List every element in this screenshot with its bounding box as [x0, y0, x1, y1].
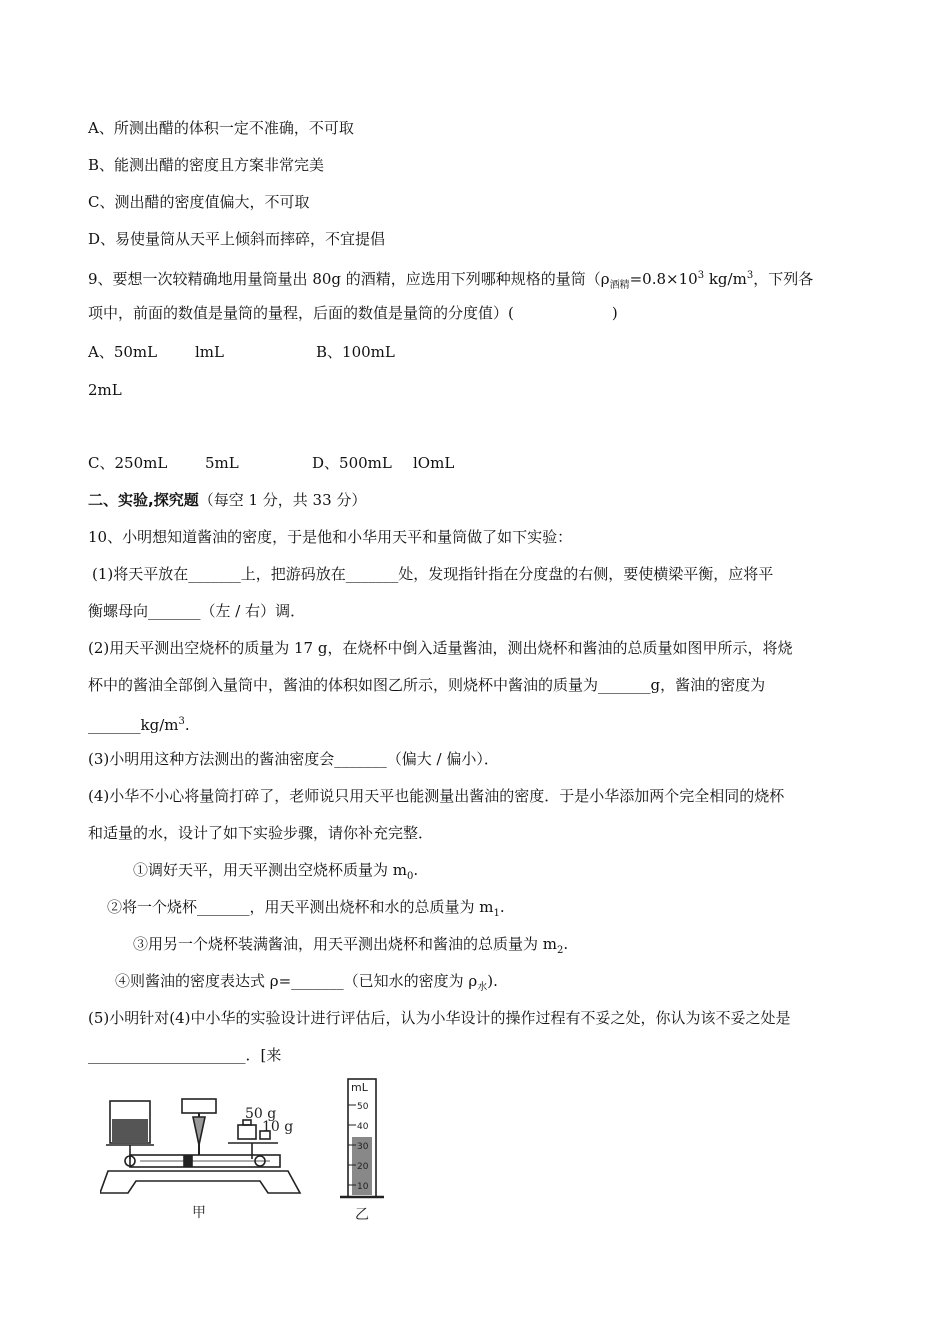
weight-label-10: 10 g [262, 1119, 294, 1135]
option-8d: D、易使量筒从天平上倾斜而摔碎，不宜提倡 [88, 230, 386, 248]
q10-part2-line2: 杯中的酱油全部倒入量筒中，酱油的体积如图乙所示，则烧杯中酱油的质量为_______g，酱油的密度为 [88, 676, 766, 694]
rider [184, 1156, 192, 1166]
figure-drawing [100, 1075, 410, 1225]
measuring-cylinder [340, 1079, 384, 1197]
q10-part4-line2: 和适量的水，设计了如下实验步骤，请你补充完整． [88, 824, 434, 842]
cylinder-tick-label: 30 [357, 1142, 369, 1152]
cylinder-tick-label: 50 [357, 1102, 369, 1112]
q9-option-a: A、50mL [88, 343, 158, 361]
q10-step1: ①调好天平，用天平测出空烧杯质量为 $m_0$. [133, 861, 419, 882]
option-8c: C、测出醋的密度值偏大，不可取 [88, 193, 310, 211]
q9-line2: 项中，前面的数值是量筒的量程，后面的数值是量筒的分度值）( ) [88, 304, 618, 322]
q9-option-b: B、100mL [316, 343, 395, 361]
q10-part2-line1: (2)用天平测出空烧杯的质量为 17 g，在烧杯中倒入适量酱油，测出烧杯和酱油的总质量如图甲所示，将烧 [88, 639, 793, 657]
q10-step3: ③用另一个烧杯装满酱油，用天平测出烧杯和酱油的总质量为 $m_2$. [133, 935, 569, 956]
q9-option-a-division: lmL [195, 343, 224, 361]
q10-part2-line3: $\_\_\_\_\_\_\_kg/m^3$. [88, 716, 190, 734]
option-8a: A、所测出醋的体积一定不准确，不可取 [88, 119, 354, 137]
q9-line1: 9、要想一次较精确地用量筒量出 80g 的酒精，应选用下列哪种规格的量筒（$\rho_{酒精}=0.8\times 10^3$ $kg/m^3$，下列各 [88, 270, 814, 291]
cylinder-tick-label: 20 [357, 1162, 369, 1172]
q10-part5-line2: _____________________．[来 [88, 1046, 282, 1064]
q9-option-d: D、500mL [312, 454, 392, 472]
q10-step2: ②将一个烧杯_______，用天平测出烧杯和水的总质量为 $m_1$. [107, 898, 505, 919]
q10-part1-line2: 衡螺母向_______（左 / 右）调． [88, 602, 306, 620]
liquid-fill [112, 1119, 148, 1143]
q9-option-b-division: 2mL [88, 381, 122, 399]
q10-intro: 10、小明想知道酱油的密度，于是他和小华用天平和量筒做了如下实验： [88, 528, 573, 546]
cylinder-tick-label: 40 [357, 1122, 369, 1132]
section-heading: 二、实验,探究题（每空 1 分，共 33 分） [88, 491, 367, 509]
q10-step4: ④则酱油的密度表达式 ρ=_______（已知水的密度为 $\rho_水$). [115, 972, 498, 993]
label-yi: 乙 [355, 1207, 369, 1223]
q9-option-c: C、250mL [88, 454, 168, 472]
weight-icon-large [238, 1125, 256, 1139]
balance-base [100, 1171, 300, 1193]
q9-option-d-division: lOmL [413, 454, 455, 472]
scale-dial [182, 1099, 216, 1113]
q9-option-c-division: 5mL [205, 454, 239, 472]
cylinder-unit: mL [351, 1081, 368, 1094]
q10-part4-line1: (4)小华不小心将量筒打碎了，老师说只用天平也能测量出酱油的密度．于是小华添加两个完全相同的烧杯 [88, 787, 785, 805]
q10-part5-line1: (5)小明针对(4)中小华的实验设计进行评估后，认为小华设计的操作过程有不妥之处，你认为该不妥之处是 [88, 1009, 791, 1027]
option-8b: B、能测出醋的密度且方案非常完美 [88, 156, 325, 174]
q10-part1-line1: (1)将天平放在_______上，把游码放在_______处，发现指针指在分度盘的右侧，要使横梁平衡，应将平 [92, 565, 774, 583]
experiment-figure [100, 1075, 410, 1225]
q10-part3: (3)小明用这种方法测出的酱油密度会_______（偏大 / 偏小）． [88, 750, 499, 768]
label-jia: 甲 [192, 1205, 206, 1221]
weight-label-50: 50 g [245, 1106, 277, 1122]
cylinder-tick-label: 10 [357, 1182, 369, 1192]
